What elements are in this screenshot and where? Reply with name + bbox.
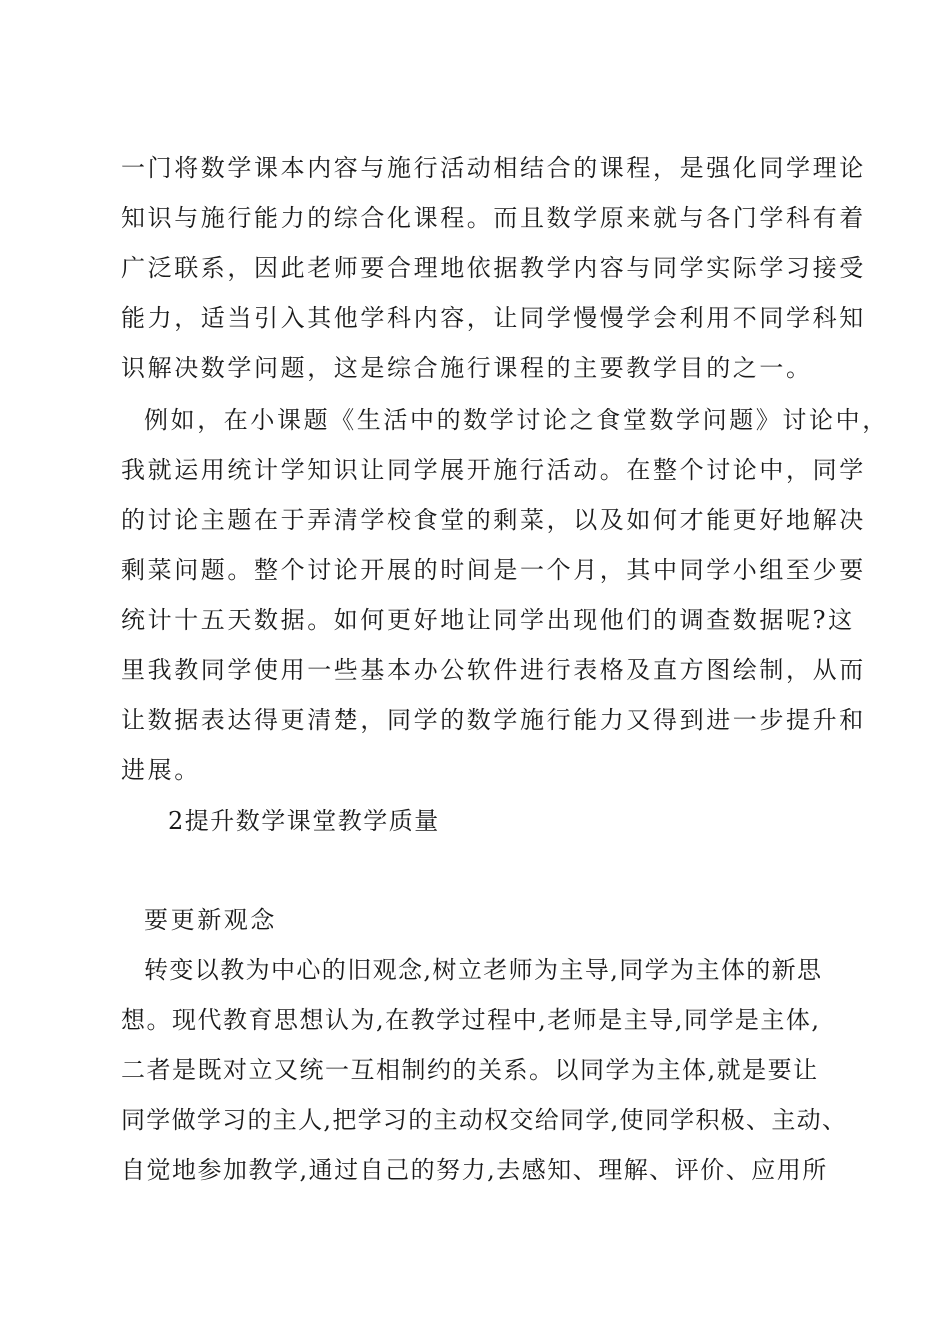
paragraph-line: 同学做学习的主人,把学习的主动权交给同学,使同学积极、主动、 [121, 1106, 848, 1134]
subsection-heading: 要更新观念 [144, 906, 277, 934]
paragraph-line: 一门将数学课本内容与施行活动相结合的课程，是强化同学理论 [121, 154, 866, 182]
paragraph-line: 剩菜问题。整个讨论开展的时间是一个月，其中同学小组至少要 [121, 556, 866, 584]
paragraph-line: 的讨论主题在于弄清学校食堂的剩菜，以及如何才能更好地解决 [121, 506, 866, 534]
paragraph-line: 统计十五天数据。如何更好地让同学出现他们的调查数据呢?这 [121, 606, 855, 634]
paragraph-line: 转变以教为中心的旧观念,树立老师为主导,同学为主体的新思 [144, 956, 823, 984]
paragraph-line: 识解决数学问题，这是综合施行课程的主要教学目的之一。 [121, 354, 813, 382]
paragraph-line: 例如，在小课题《生活中的数学讨论之食堂数学问题》讨论中， [144, 406, 889, 434]
paragraph-line: 二者是既对立又统一互相制约的关系。以同学为主体,就是要让 [121, 1056, 819, 1084]
paragraph-line: 广泛联系，因此老师要合理地依据教学内容与同学实际学习接受 [121, 254, 866, 282]
paragraph-line: 我就运用统计学知识让同学展开施行活动。在整个讨论中，同学 [121, 456, 866, 484]
paragraph-line: 能力，适当引入其他学科内容，让同学慢慢学会利用不同学科知 [121, 304, 866, 332]
paragraph-line: 知识与施行能力的综合化课程。而且数学原来就与各门学科有着 [121, 204, 866, 232]
paragraph-line: 想。现代教育思想认为,在教学过程中,老师是主导,同学是主体, [121, 1006, 821, 1034]
paragraph-line: 进展。 [121, 756, 201, 784]
paragraph-line: 让数据表达得更清楚，同学的数学施行能力又得到进一步提升和 [121, 706, 866, 734]
paragraph-line: 自觉地参加教学,通过自己的努力,去感知、理解、评价、应用所 [121, 1156, 828, 1184]
paragraph-line: 里我教同学使用一些基本办公软件进行表格及直方图绘制，从而 [121, 656, 866, 684]
section-heading: 2提升数学课堂教学质量 [168, 807, 440, 835]
